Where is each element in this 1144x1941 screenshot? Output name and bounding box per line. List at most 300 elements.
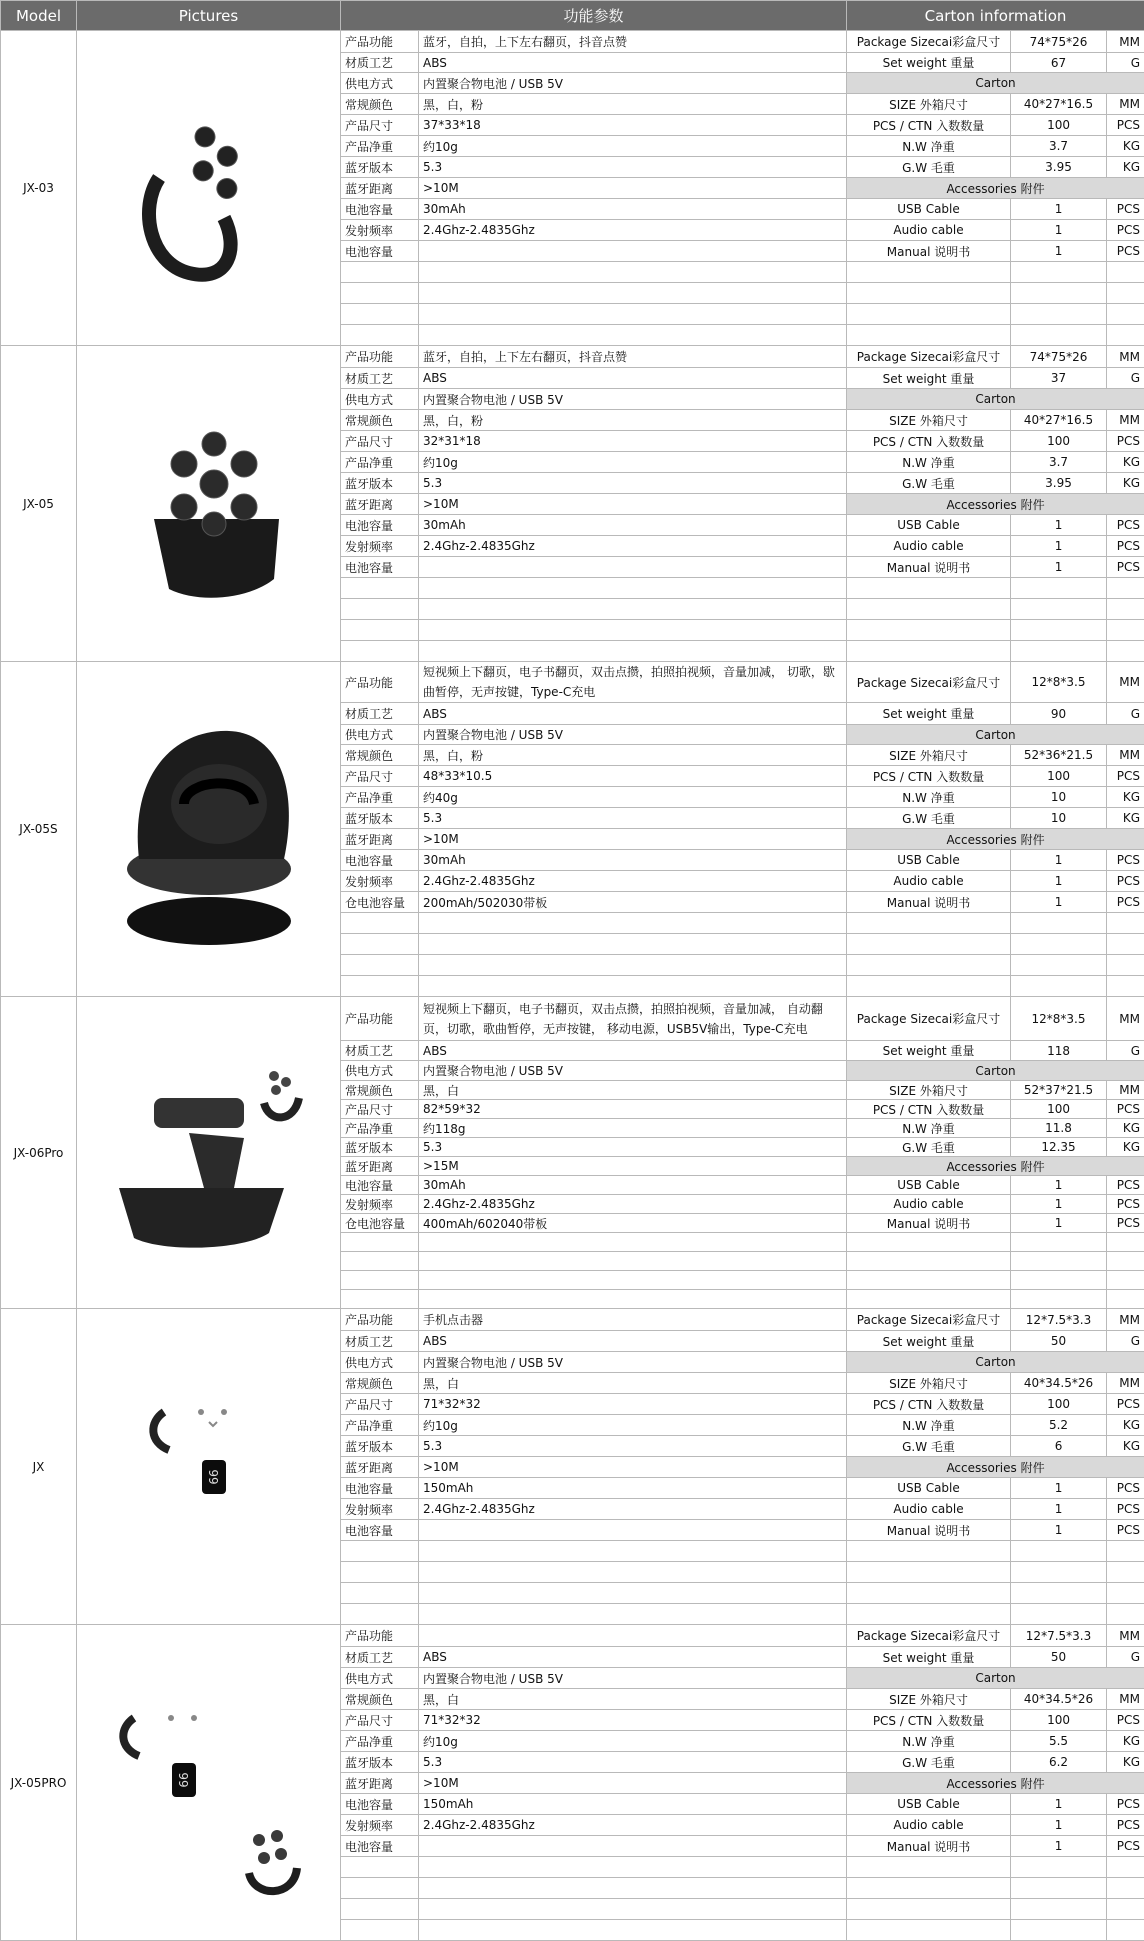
spec-label: 电池容量 bbox=[341, 557, 419, 578]
carton-unit: G bbox=[1107, 703, 1144, 725]
spec-label: 仓电池容量 bbox=[341, 1214, 419, 1233]
spec-value: 30mAh bbox=[419, 199, 847, 220]
spec-label: 常规颜色 bbox=[341, 745, 419, 766]
carton-unit: KG bbox=[1107, 157, 1144, 178]
carton-value: 74*75*26 bbox=[1011, 346, 1107, 368]
spec-value: 30mAh bbox=[419, 850, 847, 871]
carton-unit: G bbox=[1107, 1041, 1144, 1061]
model-name: JX-05 bbox=[1, 346, 77, 662]
spec-value: ABS bbox=[419, 1647, 847, 1668]
spec-row bbox=[1, 997, 1144, 1041]
carton-unit: PCS bbox=[1107, 1195, 1144, 1214]
header-params: 功能参数 bbox=[341, 1, 847, 31]
spec-value: 短视频上下翻页，电子书翻页，双击点攒，拍照拍视频，音量加减， 自动翻页，切歌，歌曲暂停，无声按键， 移动电源，USB5V输出，Type-C充电 bbox=[419, 997, 847, 1041]
empty-cell bbox=[847, 1920, 1011, 1941]
spec-value: ABS bbox=[419, 1331, 847, 1352]
carton-label: Manual 说明书 bbox=[847, 1836, 1011, 1857]
empty-cell bbox=[341, 620, 419, 641]
spec-label: 产品功能 bbox=[341, 997, 419, 1041]
svg-text:99: 99 bbox=[176, 1772, 190, 1787]
spec-label: 电池容量 bbox=[341, 1836, 419, 1857]
carton-unit: PCS bbox=[1107, 115, 1144, 136]
carton-unit: MM bbox=[1107, 745, 1144, 766]
empty-cell bbox=[847, 325, 1011, 346]
empty-cell bbox=[1011, 1541, 1107, 1562]
carton-label: Manual 说明书 bbox=[847, 241, 1011, 262]
empty-cell bbox=[419, 641, 847, 662]
accessories-band: Accessories 附件 bbox=[847, 1157, 1144, 1176]
carton-label: Set weight 重量 bbox=[847, 1331, 1011, 1352]
carton-unit: PCS bbox=[1107, 1478, 1144, 1499]
carton-unit: KG bbox=[1107, 473, 1144, 494]
model-name: JX-06Pro bbox=[1, 997, 77, 1309]
carton-label: USB Cable bbox=[847, 1794, 1011, 1815]
empty-cell bbox=[847, 620, 1011, 641]
empty-cell bbox=[1011, 283, 1107, 304]
carton-value: 100 bbox=[1011, 766, 1107, 787]
accessories-band: Accessories 附件 bbox=[847, 178, 1144, 199]
spec-value: 黑，白 bbox=[419, 1689, 847, 1710]
spec-label: 蓝牙版本 bbox=[341, 157, 419, 178]
empty-cell bbox=[1107, 304, 1144, 325]
carton-value: 1 bbox=[1011, 1195, 1107, 1214]
product-image bbox=[81, 88, 336, 288]
carton-unit: PCS bbox=[1107, 850, 1144, 871]
spec-label: 产品尺寸 bbox=[341, 766, 419, 787]
spec-label: 产品净重 bbox=[341, 1119, 419, 1138]
carton-value: 90 bbox=[1011, 703, 1107, 725]
product-image bbox=[81, 1342, 336, 1592]
spec-value: >10M bbox=[419, 1457, 847, 1478]
carton-value: 67 bbox=[1011, 53, 1107, 73]
empty-cell bbox=[1011, 304, 1107, 325]
spec-label: 产品功能 bbox=[341, 31, 419, 53]
spec-row bbox=[1, 1309, 1144, 1331]
spec-label: 产品净重 bbox=[341, 1415, 419, 1436]
carton-unit: KG bbox=[1107, 1415, 1144, 1436]
carton-label: USB Cable bbox=[847, 850, 1011, 871]
carton-label: Set weight 重量 bbox=[847, 53, 1011, 73]
spec-label: 蓝牙距离 bbox=[341, 1773, 419, 1794]
carton-label: SIZE 外箱尺寸 bbox=[847, 410, 1011, 431]
carton-value: 100 bbox=[1011, 1394, 1107, 1415]
carton-label: Audio cable bbox=[847, 220, 1011, 241]
carton-value: 12*7.5*3.3 bbox=[1011, 1625, 1107, 1647]
spec-value: 71*32*32 bbox=[419, 1710, 847, 1731]
empty-cell bbox=[419, 325, 847, 346]
spec-label: 蓝牙版本 bbox=[341, 473, 419, 494]
spec-value: 约10g bbox=[419, 1415, 847, 1436]
empty-cell bbox=[847, 1583, 1011, 1604]
carton-label: SIZE 外箱尺寸 bbox=[847, 1081, 1011, 1100]
spec-value: 黑，白 bbox=[419, 1373, 847, 1394]
accessories-band: Accessories 附件 bbox=[847, 1773, 1144, 1794]
carton-label: USB Cable bbox=[847, 199, 1011, 220]
spec-label: 材质工艺 bbox=[341, 703, 419, 725]
svg-text:99: 99 bbox=[206, 1469, 220, 1484]
empty-cell bbox=[1107, 262, 1144, 283]
empty-cell bbox=[341, 1604, 419, 1625]
product-image bbox=[81, 1658, 336, 1908]
carton-label: SIZE 外箱尺寸 bbox=[847, 1689, 1011, 1710]
carton-unit: PCS bbox=[1107, 220, 1144, 241]
carton-value: 12.35 bbox=[1011, 1138, 1107, 1157]
carton-label: N.W 净重 bbox=[847, 1415, 1011, 1436]
carton-value: 10 bbox=[1011, 787, 1107, 808]
spec-label: 产品净重 bbox=[341, 787, 419, 808]
carton-unit: G bbox=[1107, 1331, 1144, 1352]
empty-cell bbox=[419, 1604, 847, 1625]
empty-cell bbox=[1011, 262, 1107, 283]
spec-label: 仓电池容量 bbox=[341, 892, 419, 913]
carton-unit: PCS bbox=[1107, 431, 1144, 452]
carton-label: Audio cable bbox=[847, 871, 1011, 892]
carton-unit: KG bbox=[1107, 808, 1144, 829]
empty-cell bbox=[847, 283, 1011, 304]
model-name: JX-05PRO bbox=[1, 1625, 77, 1941]
carton-label: Set weight 重量 bbox=[847, 368, 1011, 389]
spec-value bbox=[419, 1520, 847, 1541]
empty-cell bbox=[1011, 578, 1107, 599]
empty-cell bbox=[1107, 955, 1144, 976]
spec-value: 5.3 bbox=[419, 1138, 847, 1157]
spec-row bbox=[1, 346, 1144, 368]
carton-label: Package Sizecai彩盒尺寸 bbox=[847, 31, 1011, 53]
empty-cell bbox=[341, 1920, 419, 1941]
carton-band: Carton bbox=[847, 1352, 1144, 1373]
carton-value: 3.95 bbox=[1011, 473, 1107, 494]
spec-value: 2.4Ghz-2.4835Ghz bbox=[419, 1499, 847, 1520]
spec-value: 手机点击器 bbox=[419, 1309, 847, 1331]
carton-value: 12*8*3.5 bbox=[1011, 662, 1107, 703]
spec-value: 约10g bbox=[419, 452, 847, 473]
spec-label: 蓝牙距离 bbox=[341, 1457, 419, 1478]
spec-label: 常规颜色 bbox=[341, 1373, 419, 1394]
empty-cell bbox=[1011, 934, 1107, 955]
carton-unit: PCS bbox=[1107, 766, 1144, 787]
carton-value: 1 bbox=[1011, 1214, 1107, 1233]
carton-value: 6 bbox=[1011, 1436, 1107, 1457]
spec-value: 5.3 bbox=[419, 157, 847, 178]
empty-cell bbox=[1107, 1604, 1144, 1625]
empty-cell bbox=[847, 1290, 1011, 1309]
spec-label: 产品功能 bbox=[341, 662, 419, 703]
spec-label: 蓝牙距离 bbox=[341, 178, 419, 199]
carton-unit: MM bbox=[1107, 31, 1144, 53]
carton-label: PCS / CTN 入数数量 bbox=[847, 766, 1011, 787]
empty-cell bbox=[419, 283, 847, 304]
carton-unit: KG bbox=[1107, 1731, 1144, 1752]
carton-label: Manual 说明书 bbox=[847, 892, 1011, 913]
spec-value: 400mAh/602040带板 bbox=[419, 1214, 847, 1233]
empty-cell bbox=[1107, 325, 1144, 346]
spec-value: 黑，白 bbox=[419, 1081, 847, 1100]
carton-label: Package Sizecai彩盒尺寸 bbox=[847, 997, 1011, 1041]
carton-label: USB Cable bbox=[847, 1176, 1011, 1195]
carton-unit: PCS bbox=[1107, 515, 1144, 536]
spec-value: 37*33*18 bbox=[419, 115, 847, 136]
carton-label: PCS / CTN 入数数量 bbox=[847, 1710, 1011, 1731]
carton-label: PCS / CTN 入数数量 bbox=[847, 431, 1011, 452]
empty-cell bbox=[847, 578, 1011, 599]
spec-label: 产品功能 bbox=[341, 346, 419, 368]
empty-cell bbox=[341, 1252, 419, 1271]
product-picture bbox=[77, 1625, 341, 1941]
empty-cell bbox=[419, 976, 847, 997]
spec-row bbox=[1, 31, 1144, 53]
spec-value: 5.3 bbox=[419, 473, 847, 494]
carton-unit: MM bbox=[1107, 94, 1144, 115]
empty-cell bbox=[419, 1252, 847, 1271]
spec-label: 蓝牙距离 bbox=[341, 829, 419, 850]
spec-value: 约10g bbox=[419, 1731, 847, 1752]
spec-value: ABS bbox=[419, 53, 847, 73]
carton-band: Carton bbox=[847, 1061, 1144, 1081]
spec-value: 30mAh bbox=[419, 1176, 847, 1195]
spec-label: 材质工艺 bbox=[341, 53, 419, 73]
spec-value: 30mAh bbox=[419, 515, 847, 536]
spec-label: 蓝牙距离 bbox=[341, 1157, 419, 1176]
empty-cell bbox=[1011, 1920, 1107, 1941]
carton-label: G.W 毛重 bbox=[847, 1138, 1011, 1157]
empty-cell bbox=[419, 1857, 847, 1878]
empty-cell bbox=[419, 262, 847, 283]
carton-unit: MM bbox=[1107, 1625, 1144, 1647]
accessories-band: Accessories 附件 bbox=[847, 1457, 1144, 1478]
carton-value: 40*34.5*26 bbox=[1011, 1689, 1107, 1710]
empty-cell bbox=[419, 1562, 847, 1583]
empty-cell bbox=[1011, 620, 1107, 641]
carton-value: 3.7 bbox=[1011, 452, 1107, 473]
empty-cell bbox=[1011, 1252, 1107, 1271]
empty-cell bbox=[847, 913, 1011, 934]
empty-cell bbox=[1011, 1857, 1107, 1878]
carton-label: Audio cable bbox=[847, 1195, 1011, 1214]
spec-value: 内置聚合物电池 / USB 5V bbox=[419, 725, 847, 745]
spec-label: 蓝牙版本 bbox=[341, 808, 419, 829]
empty-cell bbox=[419, 578, 847, 599]
empty-cell bbox=[847, 1562, 1011, 1583]
spec-label: 供电方式 bbox=[341, 1668, 419, 1689]
carton-label: Audio cable bbox=[847, 536, 1011, 557]
empty-cell bbox=[1107, 283, 1144, 304]
carton-value: 50 bbox=[1011, 1331, 1107, 1352]
carton-unit: KG bbox=[1107, 1138, 1144, 1157]
carton-value: 1 bbox=[1011, 871, 1107, 892]
empty-cell bbox=[1011, 913, 1107, 934]
spec-label: 电池容量 bbox=[341, 850, 419, 871]
empty-cell bbox=[1011, 1290, 1107, 1309]
empty-cell bbox=[847, 304, 1011, 325]
carton-value: 52*37*21.5 bbox=[1011, 1081, 1107, 1100]
spec-label: 电池容量 bbox=[341, 1794, 419, 1815]
empty-cell bbox=[341, 641, 419, 662]
carton-value: 1 bbox=[1011, 892, 1107, 913]
carton-unit: MM bbox=[1107, 1081, 1144, 1100]
empty-cell bbox=[1011, 641, 1107, 662]
carton-band: Carton bbox=[847, 725, 1144, 745]
spec-label: 产品尺寸 bbox=[341, 1710, 419, 1731]
spec-value: ABS bbox=[419, 703, 847, 725]
empty-cell bbox=[1011, 1583, 1107, 1604]
carton-label: SIZE 外箱尺寸 bbox=[847, 1373, 1011, 1394]
carton-unit: G bbox=[1107, 53, 1144, 73]
empty-cell bbox=[1011, 325, 1107, 346]
spec-label: 发射频率 bbox=[341, 536, 419, 557]
carton-unit: PCS bbox=[1107, 1794, 1144, 1815]
spec-value bbox=[419, 557, 847, 578]
spec-value: 200mAh/502030带板 bbox=[419, 892, 847, 913]
spec-value: >10M bbox=[419, 178, 847, 199]
spec-value: ABS bbox=[419, 368, 847, 389]
spec-label: 电池容量 bbox=[341, 1176, 419, 1195]
empty-cell bbox=[341, 913, 419, 934]
carton-label: N.W 净重 bbox=[847, 452, 1011, 473]
carton-unit: G bbox=[1107, 368, 1144, 389]
empty-cell bbox=[1011, 1899, 1107, 1920]
empty-cell bbox=[1107, 1233, 1144, 1252]
spec-label: 电池容量 bbox=[341, 1478, 419, 1499]
carton-unit: MM bbox=[1107, 997, 1144, 1041]
spec-label: 产品尺寸 bbox=[341, 115, 419, 136]
carton-value: 37 bbox=[1011, 368, 1107, 389]
spec-label: 供电方式 bbox=[341, 725, 419, 745]
spec-value: >15M bbox=[419, 1157, 847, 1176]
carton-value: 40*27*16.5 bbox=[1011, 410, 1107, 431]
empty-cell bbox=[1011, 955, 1107, 976]
carton-value: 40*34.5*26 bbox=[1011, 1373, 1107, 1394]
spec-value: 5.3 bbox=[419, 1436, 847, 1457]
carton-label: PCS / CTN 入数数量 bbox=[847, 1100, 1011, 1119]
carton-band: Carton bbox=[847, 73, 1144, 94]
empty-cell bbox=[1011, 976, 1107, 997]
carton-value: 3.95 bbox=[1011, 157, 1107, 178]
empty-cell bbox=[1107, 1920, 1144, 1941]
carton-label: USB Cable bbox=[847, 515, 1011, 536]
carton-unit: PCS bbox=[1107, 241, 1144, 262]
empty-cell bbox=[341, 283, 419, 304]
empty-cell bbox=[341, 1290, 419, 1309]
carton-label: G.W 毛重 bbox=[847, 1436, 1011, 1457]
carton-value: 5.2 bbox=[1011, 1415, 1107, 1436]
carton-label: Set weight 重量 bbox=[847, 1647, 1011, 1668]
empty-cell bbox=[847, 1899, 1011, 1920]
spec-label: 蓝牙版本 bbox=[341, 1752, 419, 1773]
carton-unit: MM bbox=[1107, 1689, 1144, 1710]
spec-label: 电池容量 bbox=[341, 515, 419, 536]
empty-cell bbox=[341, 1562, 419, 1583]
empty-cell bbox=[1107, 578, 1144, 599]
carton-value: 6.2 bbox=[1011, 1752, 1107, 1773]
empty-cell bbox=[1107, 1290, 1144, 1309]
carton-value: 40*27*16.5 bbox=[1011, 94, 1107, 115]
spec-value: 蓝牙，自拍，上下左右翻页，抖音点赞 bbox=[419, 346, 847, 368]
carton-unit: MM bbox=[1107, 1373, 1144, 1394]
carton-label: Manual 说明书 bbox=[847, 557, 1011, 578]
spec-value: 150mAh bbox=[419, 1478, 847, 1499]
carton-value: 3.7 bbox=[1011, 136, 1107, 157]
carton-unit: MM bbox=[1107, 410, 1144, 431]
spec-value: >10M bbox=[419, 494, 847, 515]
spec-label: 供电方式 bbox=[341, 1352, 419, 1373]
spec-label: 蓝牙版本 bbox=[341, 1138, 419, 1157]
carton-unit: KG bbox=[1107, 136, 1144, 157]
spec-value: 内置聚合物电池 / USB 5V bbox=[419, 1668, 847, 1689]
product-image bbox=[81, 709, 336, 949]
empty-cell bbox=[847, 1604, 1011, 1625]
carton-unit: MM bbox=[1107, 662, 1144, 703]
carton-unit: PCS bbox=[1107, 536, 1144, 557]
spec-label: 蓝牙版本 bbox=[341, 1436, 419, 1457]
empty-cell bbox=[1107, 641, 1144, 662]
carton-unit: MM bbox=[1107, 346, 1144, 368]
carton-value: 12*8*3.5 bbox=[1011, 997, 1107, 1041]
carton-label: Package Sizecai彩盒尺寸 bbox=[847, 346, 1011, 368]
empty-cell bbox=[847, 976, 1011, 997]
spec-value bbox=[419, 1836, 847, 1857]
spec-value: 71*32*32 bbox=[419, 1394, 847, 1415]
carton-label: N.W 净重 bbox=[847, 1731, 1011, 1752]
empty-cell bbox=[1011, 1878, 1107, 1899]
empty-cell bbox=[1107, 934, 1144, 955]
spec-label: 供电方式 bbox=[341, 73, 419, 94]
spec-value: >10M bbox=[419, 829, 847, 850]
empty-cell bbox=[341, 262, 419, 283]
empty-cell bbox=[341, 1899, 419, 1920]
spec-label: 材质工艺 bbox=[341, 1647, 419, 1668]
spec-value: 约118g bbox=[419, 1119, 847, 1138]
carton-unit: PCS bbox=[1107, 1710, 1144, 1731]
carton-label: USB Cable bbox=[847, 1478, 1011, 1499]
spec-value: 150mAh bbox=[419, 1794, 847, 1815]
empty-cell bbox=[847, 955, 1011, 976]
empty-cell bbox=[341, 578, 419, 599]
carton-band: Carton bbox=[847, 389, 1144, 410]
carton-unit: PCS bbox=[1107, 1176, 1144, 1195]
carton-label: G.W 毛重 bbox=[847, 157, 1011, 178]
empty-cell bbox=[847, 1878, 1011, 1899]
spec-label: 电池容量 bbox=[341, 199, 419, 220]
empty-cell bbox=[419, 1233, 847, 1252]
carton-value: 1 bbox=[1011, 536, 1107, 557]
empty-cell bbox=[1107, 1271, 1144, 1290]
empty-cell bbox=[847, 1541, 1011, 1562]
spec-value: 短视频上下翻页，电子书翻页，双击点攒，拍照拍视频，音量加减， 切歌，歇曲暂停，无声按键，Type-C充电 bbox=[419, 662, 847, 703]
empty-cell bbox=[341, 1878, 419, 1899]
spec-row bbox=[1, 1625, 1144, 1647]
carton-unit: PCS bbox=[1107, 1815, 1144, 1836]
empty-cell bbox=[419, 1541, 847, 1562]
empty-cell bbox=[419, 1271, 847, 1290]
carton-value: 74*75*26 bbox=[1011, 31, 1107, 53]
empty-cell bbox=[1011, 1233, 1107, 1252]
spec-value: 2.4Ghz-2.4835Ghz bbox=[419, 871, 847, 892]
empty-cell bbox=[341, 599, 419, 620]
header-model: Model bbox=[1, 1, 77, 31]
spec-row bbox=[1, 662, 1144, 703]
spec-value: 2.4Ghz-2.4835Ghz bbox=[419, 536, 847, 557]
carton-value: 1 bbox=[1011, 1176, 1107, 1195]
empty-cell bbox=[419, 1290, 847, 1309]
carton-value: 1 bbox=[1011, 515, 1107, 536]
header-row bbox=[1, 1, 1144, 31]
spec-value: 约40g bbox=[419, 787, 847, 808]
carton-label: PCS / CTN 入数数量 bbox=[847, 1394, 1011, 1415]
carton-value: 1 bbox=[1011, 199, 1107, 220]
spec-label: 常规颜色 bbox=[341, 1689, 419, 1710]
spec-label: 产品净重 bbox=[341, 136, 419, 157]
empty-cell bbox=[341, 1233, 419, 1252]
